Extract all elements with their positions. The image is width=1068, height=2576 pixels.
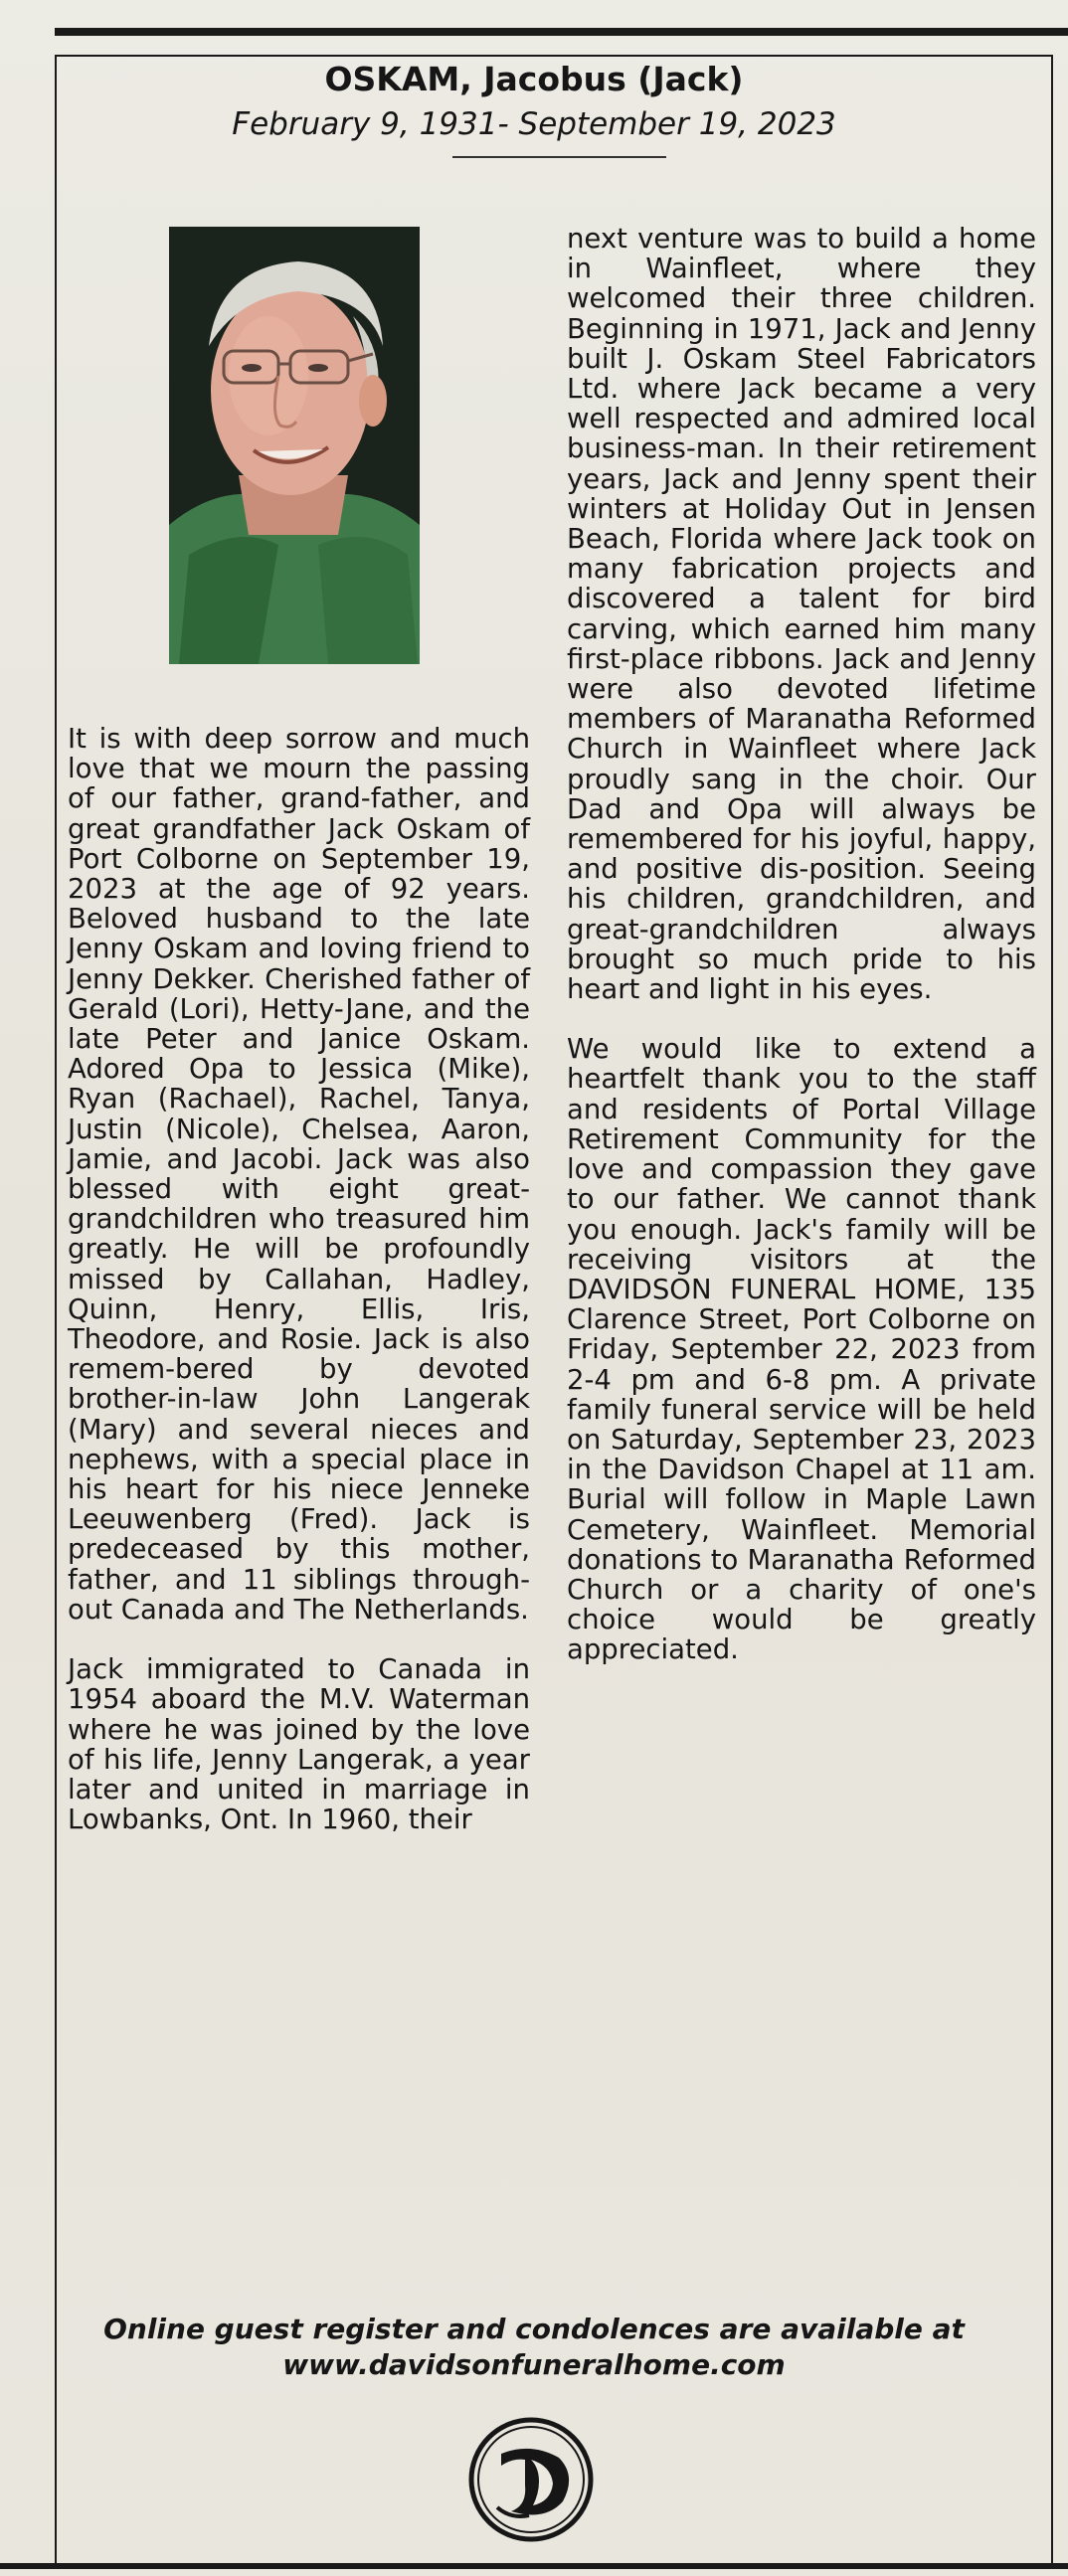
paragraph-gap [567, 1004, 1036, 1034]
obituary-name: OSKAM, Jacobus (Jack) [324, 60, 744, 98]
obituary-dates: February 9, 1931- September 19, 2023 [232, 106, 836, 142]
footer-note [0, 2312, 1068, 2383]
bottom-rule [0, 2563, 1068, 2569]
dates-underline [452, 156, 666, 158]
paragraph-gap [68, 1625, 530, 1654]
left-column [68, 724, 530, 1834]
obituary-paragraph: We would like to extend a heartfelt thank you to the staff and residents of Portal Village Retirement Community for the love and compassion they gave to our father. We cannot thank you enough. Jack's family will be receiving visitors at the DAVIDSON FUNERAL HOME, 135 Clarence Street, Port Colborne on Friday, September 22, 2023 from 2-4 pm and 6-8 pm. A private family funeral service will be held on Saturday, September 23, 2023 in the Davidson Chapel at 11 am. Burial will follow in Maple Lawn Cemetery, Wainfleet. Memorial donations to Maranatha Reformed Church or a charity of one's choice would be greatly appreciated. [567, 1033, 1036, 1666]
top-rule [55, 28, 1068, 36]
right-column [567, 224, 1036, 1665]
guest-register-text: Online guest register and condolences are available at [103, 2313, 965, 2345]
portrait-photo [169, 227, 420, 664]
obituary-paragraph: Jack immigrated to Canada in 1954 aboard the M.V. Waterman where he was joined by the love of his life, Jenny Langerak, a year later and united in marriage in Lowbanks, Ont. In 1960, their [68, 1653, 530, 1836]
obituary-paragraph: It is with deep sorrow and much love that we mourn the passing of our father, grand-father, and great grandfather Jack Oskam of Port Colborne on September 19, 2023 at the age of 92 years. Beloved husband to the late Jenny Oskam and loving friend to Jenny Dekker. Cherished father of Gerald (Lori), Hetty-Jane, and the late Peter and Janice Oskam. Adored Opa to Jessica (Mike), Ryan (Rachael), Rachel, Tanya, Justin (Nicole), Chelsea, Aaron, Jamie, and Jacobi. Jack was also blessed with eight great-grandchildren who treasured him greatly. He will be profoundly missed by Callahan, Hadley, Quinn, Henry, Ellis, Iris, Theodore, and Rosie. Jack is also remem-bered by devoted brother-in-law John Langerak (Mary) and several nieces and nephews, with a special place in his heart for his niece Jenneke Leeuwenberg (Fred). Jack is predeceased by this mother, father, and 11 siblings through-out Canada and The Netherlands. [68, 723, 530, 1626]
funeral-home-link[interactable]: www.davidsonfuneralhome.com [282, 2348, 786, 2381]
obituary-paragraph: next venture was to build a home in Wainfleet, where they welcomed their three children. Beginning in 1971, Jack and Jenny built J. Oskam Steel Fabricators Ltd. where Jack became a very well respected and admired local business-man. In their retirement years, Jack and Jenny spent their winters at Holiday Out in Jensen Beach, Florida where Jack took on many fabrication projects and discovered a talent for bird carving, which earned him many first-place ribbons. Jack and Jenny were also devoted lifetime members of Maranatha Reformed Church in Wainfleet where Jack proudly sang in the choir. Our Dad and Opa will always be remembered for his joyful, happy, and positive dis-position. Seeing his children, grandchildren, and great-grandchildren always brought so much pride to his heart and light in his eyes. [567, 223, 1036, 1006]
davidson-d-logo-icon [467, 2416, 595, 2543]
